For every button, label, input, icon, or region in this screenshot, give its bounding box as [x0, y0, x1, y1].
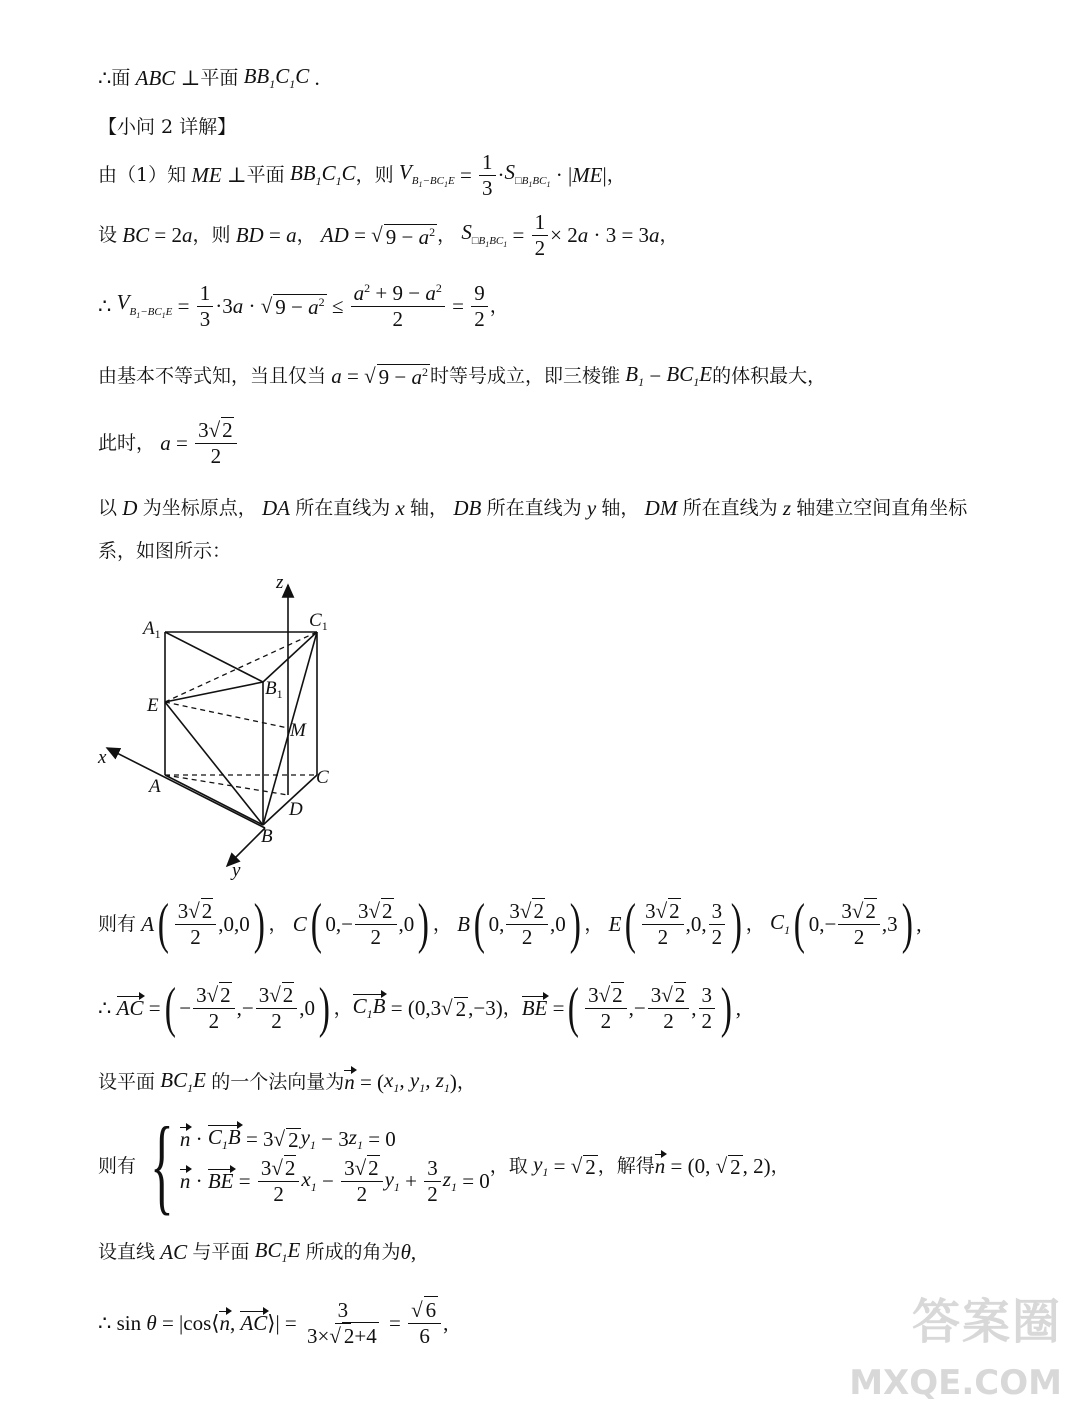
text-zeyou: 则有: [98, 912, 137, 935]
comma: ，: [606, 164, 626, 186]
text-suozai: 所在直线为: [486, 497, 582, 519]
equality-condition-line: 由基本不等式知，当且仅当 a = √ $9 - a^2$ 时等号成立，即三棱锥 $B_1$ − $BC_1E$ 的体积最大，: [98, 362, 827, 390]
comma: ，: [355, 164, 375, 186]
label-c: C: [316, 767, 329, 788]
comma: ，: [456, 1070, 476, 1093]
label-z: z: [276, 572, 284, 593]
inequality-line: ∴ $V_{B_1-BC_1E}$ = $\frac{1}{3}$ ·3 a · √ $9 - a^2$ ≤ $\frac{a^2 + 9 - a^2}{2}$ = $\frac{9}{2}$ ，: [98, 280, 509, 331]
text-ze: 则: [374, 164, 394, 186]
section-heading: [98, 118, 236, 137]
comma: ，: [659, 224, 679, 246]
text-cishi: 此时，: [98, 432, 156, 454]
text-suocheng: 所成的角为: [305, 1240, 401, 1263]
comma: ，: [192, 224, 212, 246]
watermark-bottom: MXQE.COM: [849, 1363, 1062, 1403]
edge-eb1: [165, 682, 263, 702]
figure-caption-line: [98, 542, 231, 561]
fraction-nine-half: $\frac{9}{2}$: [471, 283, 488, 330]
text-suozai: 所在直线为: [295, 497, 391, 519]
prism-figure: [95, 570, 355, 882]
text-yi: 以: [98, 497, 118, 519]
conclusion-line-1: ∴ 面 ABC ⊥ 平面 $BB_1C_1C$ .: [98, 64, 320, 92]
volume-formula-line: 由（1）知 ME ⊥ 平面 $BB_1C_1C$ ， 则 $V_{B_1-BC_1E}$ = $\frac{1}{3}$ · $S_{□B_1BC_1}$ · | ME | ，: [98, 150, 626, 200]
point-coordinates-line: 则有 A ( $\frac{3√2}{2}$ ,0,0 ) ， C ( 0,− $\frac{3√2}{2}$ ,0 ) ， B ( 0, $\frac{3√2}{2}$ ,0 ) ， E ( $\frac{3√2}{2}$ ,0, $\frac{3}{2}$ ) ， $C_1$ ( 0,− $\frac{3√2}{2}$ ,3 ) ,: [98, 893, 922, 955]
text-mian: 面: [111, 66, 131, 89]
watermark-top: 答案圈: [911, 1294, 1062, 1350]
comma: ，: [432, 912, 452, 935]
coordinate-setup-line: 以 D 为坐标原点， DA 所在直线为 x 轴， DB 所在直线为 y 轴， DM 所在直线为 z 轴建立空间直角坐标: [98, 496, 968, 520]
label-b: B: [261, 826, 273, 847]
text-yupingmian: 与平面: [192, 1240, 250, 1263]
text-jianli: 轴建立空间直角坐标: [796, 497, 968, 519]
text-shideng: 时等号成立，即三棱锥: [429, 364, 620, 387]
angle-line: 设直线 AC 与平面 $BC_1E$ 所成的角为 θ ,: [98, 1238, 417, 1266]
edge-a1b1: [165, 632, 263, 682]
edge-b1c1: [263, 632, 317, 682]
text-pingmian: 平面: [246, 164, 285, 186]
text-detiji: 的体积最大，: [712, 364, 827, 387]
label-y: y: [232, 860, 241, 881]
vectors-line: ∴ AC = ( − $\frac{3√2}{2}$ ,− $\frac{3√2}{2}$ ,0 ) ， $C_1B$ = (0,3√ 2 ,−3) ， BE = ( $\frac{3√2}{2}$ ,− $\frac{3√2}{2}$ , $\frac{3}{2}$ ) ,: [98, 977, 741, 1039]
x-axis: [107, 748, 265, 828]
text-zhou: 轴，: [410, 497, 449, 519]
comma: ，: [437, 224, 457, 246]
text-pingmian: 平面: [200, 66, 239, 89]
text-rutu: 系，如图所示：: [98, 540, 232, 562]
text-qu: ，取: [489, 1154, 528, 1177]
comma: ，: [333, 996, 353, 1019]
text-faxiangliang: 的一个法向量为: [211, 1070, 345, 1093]
label-d: D: [289, 799, 303, 820]
dashed-ec1: [165, 632, 317, 702]
label-m: M: [290, 720, 306, 741]
text-she: 设: [98, 224, 118, 246]
label-b1: $B_1$: [265, 678, 283, 701]
heading-text: 【小问 2 详解】: [98, 116, 237, 138]
text-origin: 为坐标原点，: [142, 497, 257, 519]
fraction-3root2-half: $\frac{3√2}{2}$: [195, 420, 237, 467]
label-c1: $C_1$: [309, 610, 328, 633]
text-zhou: 轴，: [601, 497, 640, 519]
comma: ，: [770, 1154, 790, 1177]
fraction-one-half: $\frac{1}{2}$: [532, 212, 549, 259]
text-shezhixian: 设直线: [98, 1240, 156, 1263]
area-line: 设 BC = 2 a ， 则 BD = a ， AD = √ $9 - a^2$ ， $S_{□B_1BC_1}$ = $\frac{1}{2}$ × 2 a · 3 = 3 a ，: [98, 210, 679, 260]
label-e: E: [147, 695, 159, 716]
value-of-a-line: 此时， a = $\frac{3√2}{2}$: [98, 420, 239, 467]
comma: ，: [268, 912, 288, 935]
text-zeyou: 则有: [98, 1154, 137, 1177]
comma: ，: [584, 912, 604, 935]
fraction-am-gm: $\frac{a^2 + 9 - a^2}{2}$: [351, 282, 445, 330]
comma: ，: [489, 294, 509, 317]
comma: ，: [745, 912, 765, 935]
text-jiben: 由基本不等式知，当且仅当: [98, 364, 327, 387]
normal-vector-line: 设平面 $BC_1E$ 的一个法向量为 n = ( $x_1$, $y_1$, $z_1$ ) ，: [98, 1068, 476, 1096]
edge-eb: [165, 702, 263, 825]
text-ze: 则: [211, 224, 231, 246]
text-you1zhi: 由（1）知: [98, 164, 187, 186]
text-suozai: 所在直线为: [682, 497, 778, 519]
sine-result-line: ∴ sin θ = |cos⟨ n , AC ⟩| = $\frac{3}{3\times√ 2+4}$ = $\frac{√ 6}{6}$ ,: [98, 1298, 449, 1348]
comma: ，: [502, 996, 522, 1019]
watermark: [849, 1283, 1062, 1403]
text-jiede: ，解得: [597, 1154, 655, 1177]
label-x: x: [98, 747, 107, 768]
label-a1: $A_1$: [143, 618, 161, 641]
equation-system-line: 则有 { n · $C_1B$ = 3√ 2 $y_1$ − 3 $z_1$ = 0 n · BE = $\frac{3√2}{2}$ $x_1$ − $\frac{3√2}{2}$ $y_1$ + $\frac{3}{2}$ $z_1$ = 0 ，取 $y_1$ = √ 2 ，解得 n = (0, √ 2 , 2) ，: [98, 1106, 790, 1225]
text-shepingmian: 设平面: [98, 1070, 156, 1093]
fraction-one-third: $\frac{1}{3}$: [479, 152, 496, 199]
comma: ，: [296, 224, 316, 246]
label-a: A: [149, 776, 161, 797]
fraction-one-third: $\frac{1}{3}$: [197, 283, 214, 330]
